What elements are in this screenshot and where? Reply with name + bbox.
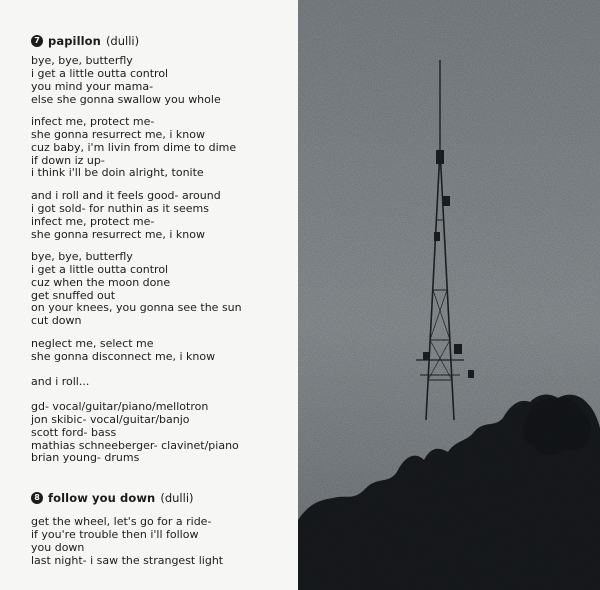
lyric-line: she gonna disconnect me, i know [31,349,216,363]
lyric-line: last night- i saw the strangest light [31,553,224,567]
lyric-line: cuz when the moon done [31,275,171,289]
radio-tower-photo [298,0,600,590]
credit-line: scott ford- bass [31,425,117,439]
lyric-line: and i roll... [31,375,90,388]
lyric-line: if down iz up- [31,153,105,167]
lyric-line: infect me, protect me- [31,214,155,228]
lyric-line: get snuffed out [31,288,116,302]
credit-line: mathias schneeberger- clavinet/piano [31,438,239,452]
lyric-line: get the wheel, let's go for a ride- [31,515,212,528]
lyric-line: i get a little outta control [31,66,169,80]
credits-list [31,401,239,465]
credit-line: gd- vocal/guitar/piano/mellotron [31,400,209,413]
lyric-line: bye, bye, butterfly [31,250,133,263]
lyric-stanza [31,251,242,328]
lyric-line: cuz baby, i'm livin from dime to dime [31,140,237,154]
lyric-stanza [31,55,221,106]
lyrics-page [0,0,298,590]
lyric-line: bye, bye, butterfly [31,54,133,67]
lyric-stanza [31,376,89,389]
track-title: follow you down [48,491,156,505]
credit-line: jon skibic- vocal/guitar/banjo [31,412,190,426]
track-credit: (dulli) [160,491,194,505]
credit-line: brian young- drums [31,451,140,465]
track-number-badge: 7 [31,35,43,47]
lyric-line: she gonna resurrect me, i know [31,227,205,241]
track-number-badge: 8 [31,492,43,504]
lyric-line: you down [31,540,85,554]
lyric-stanza [31,190,221,241]
lyric-line: you mind your mama- [31,79,154,93]
lyric-line: and i roll and it feels good- around [31,189,221,202]
lyric-line: i got sold- for nuthin as it seems [31,201,209,215]
lyric-line: on your knees, you gonna see the sun [31,301,242,315]
film-grain [298,0,600,590]
lyric-stanza [31,116,236,180]
lyric-line: i get a little outta control [31,262,169,276]
lyric-line: she gonna resurrect me, i know [31,127,205,141]
lyric-stanza [31,516,223,567]
lyric-line: cut down [31,314,82,328]
track-title: papillon [48,34,101,48]
track-credit: (dulli) [105,34,140,48]
lyric-line: i think i'll be doin alright, tonite [31,166,204,180]
track-heading-follow-you-down [31,491,194,505]
photo-illustration [298,0,600,590]
lyric-line: else she gonna swallow you whole [31,92,221,106]
track-heading-papillon [31,34,139,48]
lyric-line: neglect me, select me [31,337,154,350]
lyric-line: infect me, protect me- [31,115,155,128]
lyric-line: if you're trouble then i'll follow [31,527,199,541]
lyric-stanza [31,338,215,364]
